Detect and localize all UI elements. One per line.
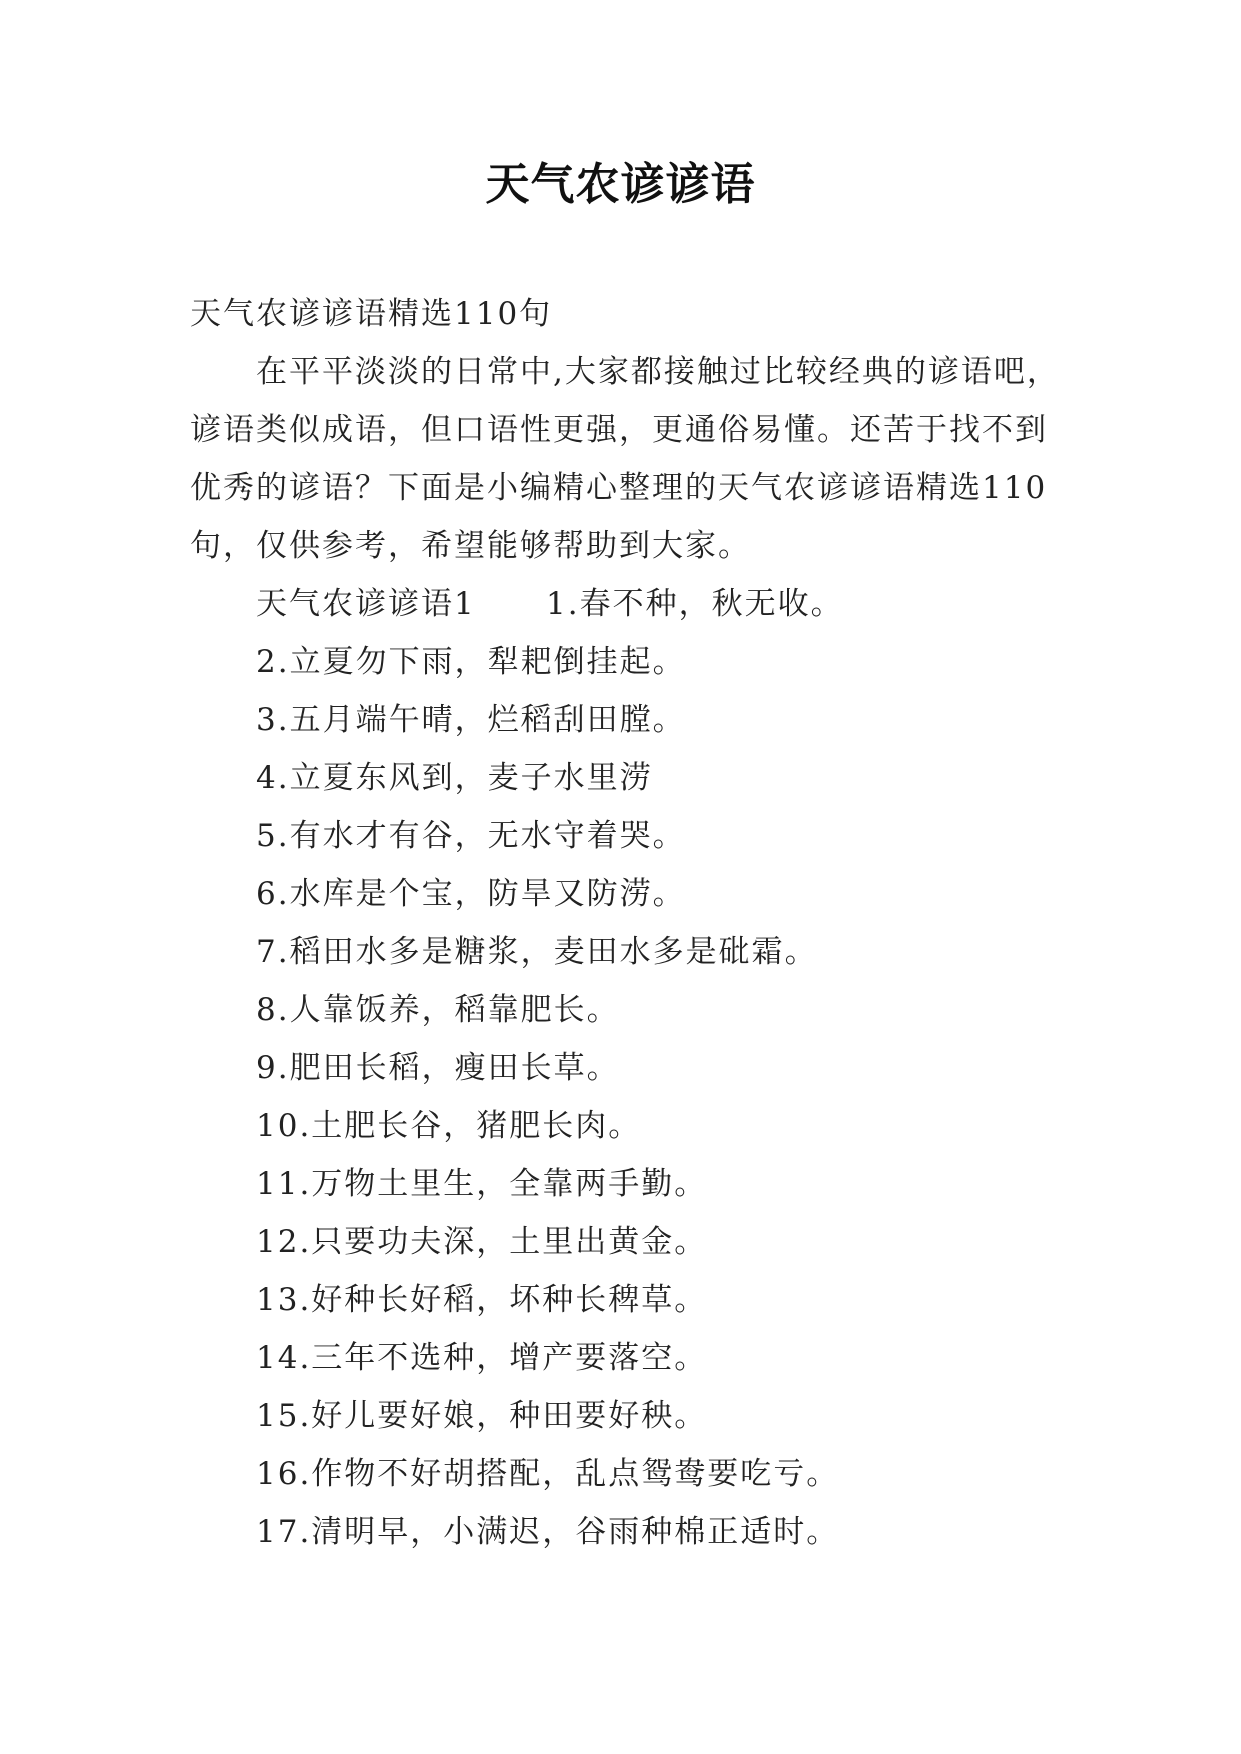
document-body bbox=[190, 285, 1070, 1561]
list-item: 3.五月端午晴，烂稻刮田膛。 bbox=[256, 702, 686, 738]
list-item: 8.人靠饭养，稻靠肥长。 bbox=[256, 992, 620, 1028]
list-item: 2.立夏勿下雨，犁耙倒挂起。 bbox=[256, 644, 686, 680]
list-item: 12.只要功夫深，土里出黄金。 bbox=[256, 1224, 708, 1260]
list-item: 9.肥田长稻，瘦田长草。 bbox=[256, 1050, 620, 1086]
page-title: 天气农谚谚语 bbox=[485, 159, 756, 210]
list-item: 13.好种长好稻，坏种长稗草。 bbox=[256, 1282, 708, 1318]
list-item: 7.稻田水多是糖浆，麦田水多是砒霜。 bbox=[256, 934, 818, 970]
list-item: 10.土肥长谷，猪肥长肉。 bbox=[256, 1108, 642, 1144]
section-label: 天气农谚谚语1 bbox=[256, 586, 476, 622]
document-subtitle: 天气农谚谚语精选110句 bbox=[190, 296, 553, 332]
section-first-line bbox=[190, 575, 1070, 633]
list-item: 16.作物不好胡搭配，乱点鸳鸯要吃亏。 bbox=[256, 1456, 840, 1492]
intro-paragraph: 在平平淡淡的日常中,大家都接触过比较经典的谚语吧，谚语类似成语，但口语性更强，更通俗易懂。还苦于找不到优秀的谚语？下面是小编精心整理的天气农谚谚语精选110句，仅供参考，希望能够帮助到大家。 bbox=[190, 354, 1060, 564]
list-item: 6.水库是个宝，防旱又防涝。 bbox=[256, 876, 686, 912]
list-item: 1.春不种，秋无收。 bbox=[546, 586, 844, 622]
list-item: 17.清明早，小满迟，谷雨种棉正适时。 bbox=[256, 1514, 840, 1550]
list-item: 4.立夏东风到，麦子水里涝 bbox=[256, 760, 653, 796]
list-item: 11.万物土里生，全靠两手勤。 bbox=[256, 1166, 708, 1202]
list-item: 5.有水才有谷，无水守着哭。 bbox=[256, 818, 686, 854]
list-item: 15.好儿要好娘，种田要好秧。 bbox=[256, 1398, 708, 1434]
list-item: 14.三年不选种，增产要落空。 bbox=[256, 1340, 708, 1376]
